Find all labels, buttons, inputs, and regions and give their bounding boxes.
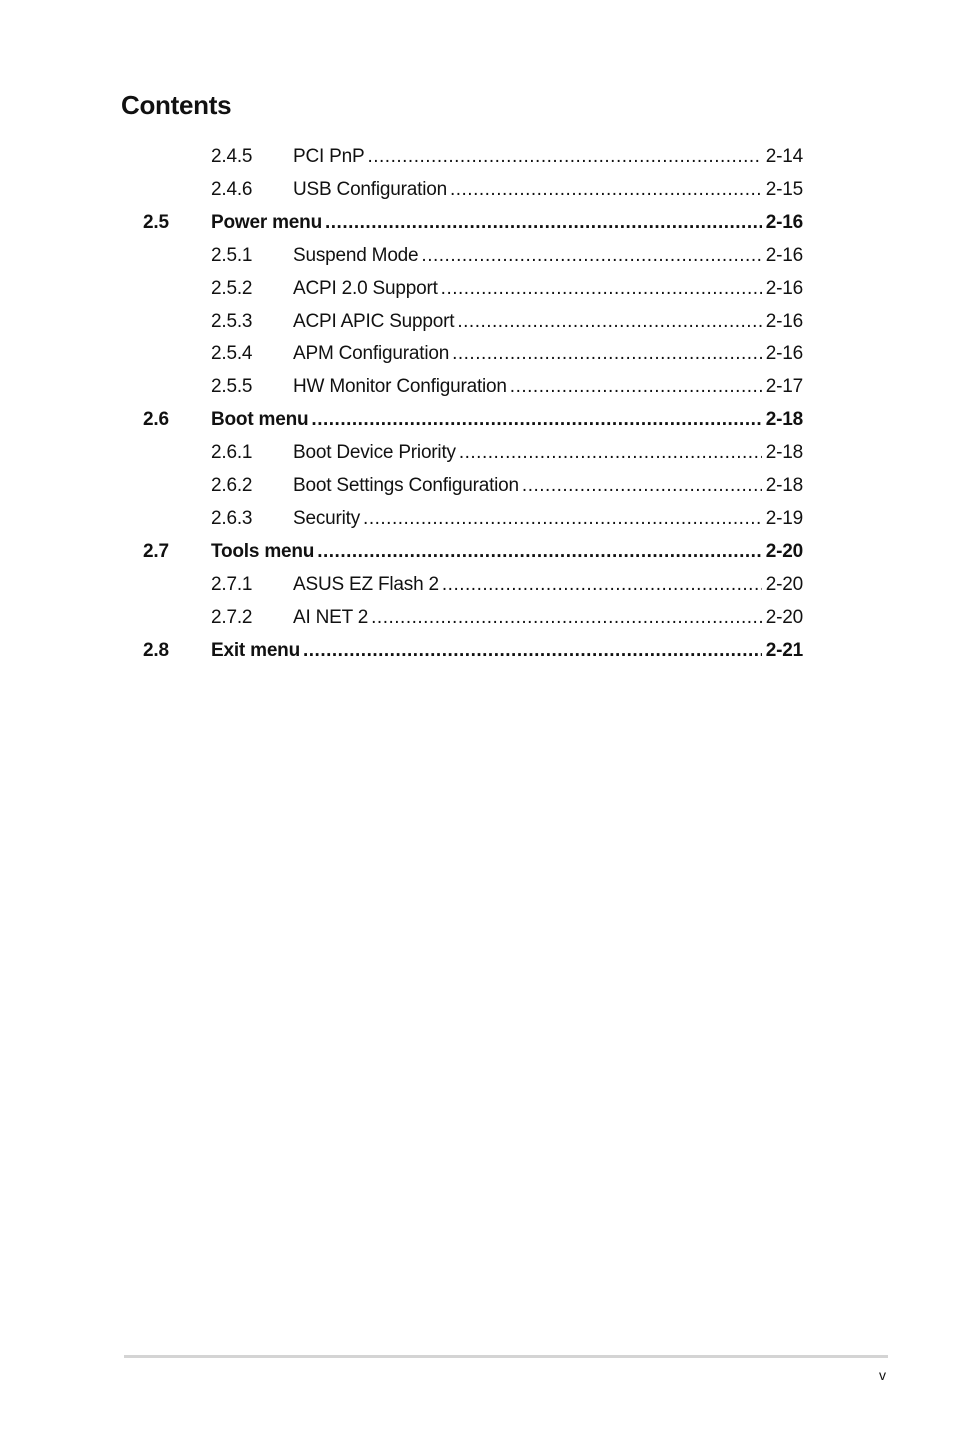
toc-entry-title-with-leader bbox=[293, 173, 803, 206]
toc-section-entry bbox=[0, 403, 954, 436]
page-number: v bbox=[879, 1367, 886, 1383]
toc-entry-title: APM Configuration bbox=[293, 343, 450, 365]
toc-entry-title-with-leader bbox=[211, 634, 803, 667]
toc-entry-title: Security bbox=[293, 507, 361, 529]
toc-entry-number: 2.6.1 bbox=[211, 442, 253, 464]
dot-leader bbox=[317, 535, 803, 568]
toc-section-entry bbox=[0, 535, 954, 568]
toc-entry-page: 2-15 bbox=[762, 173, 803, 206]
toc-entry-number: 2.7 bbox=[143, 540, 169, 562]
toc-subsection-entry bbox=[0, 305, 954, 338]
toc-entry-title: ACPI 2.0 Support bbox=[293, 277, 438, 299]
toc-entry-page: 2-18 bbox=[762, 469, 803, 502]
toc-entry-number: 2.6 bbox=[143, 409, 169, 431]
toc-subsection-entry bbox=[0, 272, 954, 305]
toc-entry-page: 2-18 bbox=[762, 436, 803, 469]
toc-entry-title-with-leader bbox=[293, 337, 803, 370]
toc-entry-title: Boot menu bbox=[211, 409, 309, 431]
toc-entry-page: 2-17 bbox=[762, 370, 803, 403]
toc-subsection-entry bbox=[0, 239, 954, 272]
toc-entry-title-with-leader bbox=[293, 436, 803, 469]
toc-entry-page: 2-21 bbox=[762, 634, 803, 667]
dot-leader bbox=[303, 634, 803, 667]
toc-subsection-entry bbox=[0, 337, 954, 370]
toc-entry-title: Boot Device Priority bbox=[293, 442, 456, 464]
dot-leader bbox=[371, 601, 803, 634]
page-title: Contents bbox=[121, 90, 232, 120]
dot-leader bbox=[452, 337, 803, 370]
toc-entry-title-with-leader bbox=[293, 469, 803, 502]
toc-subsection-entry bbox=[0, 173, 954, 206]
toc-entry-title: Tools menu bbox=[211, 540, 315, 562]
toc-entry-title-with-leader bbox=[211, 403, 803, 436]
toc-entry-title-with-leader bbox=[293, 272, 803, 305]
dot-leader bbox=[450, 173, 803, 206]
toc-entry-title: HW Monitor Configuration bbox=[293, 376, 507, 398]
toc-entry-page: 2-16 bbox=[762, 272, 803, 305]
dot-leader bbox=[363, 502, 803, 535]
dot-leader bbox=[311, 403, 803, 436]
dot-leader bbox=[442, 568, 803, 601]
toc-entry-title-with-leader bbox=[293, 568, 803, 601]
toc-subsection-entry bbox=[0, 140, 954, 173]
footer-divider bbox=[124, 1355, 888, 1358]
toc-entry-number: 2.4.6 bbox=[211, 178, 253, 200]
toc-subsection-entry bbox=[0, 370, 954, 403]
dot-leader bbox=[421, 239, 803, 272]
toc-entry-title-with-leader bbox=[211, 206, 803, 239]
dot-leader bbox=[457, 305, 803, 338]
toc-entry-title-with-leader bbox=[211, 535, 803, 568]
toc-entry-page: 2-20 bbox=[762, 601, 803, 634]
toc-entry-page: 2-20 bbox=[762, 568, 803, 601]
toc-entry-title-with-leader bbox=[293, 502, 803, 535]
toc-entry-page: 2-19 bbox=[762, 502, 803, 535]
dot-leader bbox=[367, 140, 803, 173]
toc-entry-page: 2-20 bbox=[762, 535, 803, 568]
toc-entry-page: 2-14 bbox=[762, 140, 803, 173]
toc-entry-page: 2-16 bbox=[762, 239, 803, 272]
toc-entry-title: Power menu bbox=[211, 211, 322, 233]
toc-entry-title: USB Configuration bbox=[293, 178, 447, 200]
toc-entry-page: 2-16 bbox=[762, 337, 803, 370]
toc-entry-page: 2-16 bbox=[762, 206, 803, 239]
toc-entry-title: Exit menu bbox=[211, 639, 300, 661]
toc-section-entry bbox=[0, 634, 954, 667]
toc-entry-title: Boot Settings Configuration bbox=[293, 475, 519, 496]
toc-subsection-entry bbox=[0, 436, 954, 469]
toc-entry-title: ACPI APIC Support bbox=[293, 310, 455, 332]
toc-entry-title-with-leader bbox=[293, 239, 803, 272]
toc-entry-number: 2.8 bbox=[143, 639, 169, 661]
toc-entry-title-with-leader bbox=[293, 601, 803, 634]
toc-entry-title: ASUS EZ Flash 2 bbox=[293, 573, 439, 595]
toc-subsection-entry bbox=[0, 469, 954, 502]
toc-entry-number: 2.5.3 bbox=[211, 310, 253, 332]
toc-entry-title-with-leader bbox=[293, 140, 803, 173]
toc-subsection-entry bbox=[0, 601, 954, 634]
dot-leader bbox=[459, 436, 803, 469]
dot-leader bbox=[325, 206, 803, 239]
toc-entry-number: 2.4.5 bbox=[211, 146, 253, 167]
toc-entry-number: 2.7.2 bbox=[211, 606, 253, 628]
toc-entry-number: 2.5.4 bbox=[211, 343, 253, 365]
toc-entry-number: 2.5 bbox=[143, 211, 169, 233]
toc-entry-title-with-leader bbox=[293, 370, 803, 403]
toc-entry-page: 2-16 bbox=[762, 305, 803, 338]
toc-entry-number: 2.7.1 bbox=[211, 573, 253, 595]
toc-subsection-entry bbox=[0, 502, 954, 535]
toc-entry-number: 2.6.3 bbox=[211, 507, 253, 529]
toc-entry-title: Suspend Mode bbox=[293, 244, 419, 266]
toc-section-entry bbox=[0, 206, 954, 239]
toc-entry-number: 2.6.2 bbox=[211, 475, 253, 496]
dot-leader bbox=[510, 370, 803, 403]
toc-entry-title-with-leader bbox=[293, 305, 803, 338]
toc-entry-title: PCI PnP bbox=[293, 146, 365, 167]
toc-entry-number: 2.5.2 bbox=[211, 277, 253, 299]
toc-entry-number: 2.5.5 bbox=[211, 376, 253, 398]
toc-subsection-entry bbox=[0, 568, 954, 601]
dot-leader bbox=[441, 272, 803, 305]
toc-entry-title: AI NET 2 bbox=[293, 606, 369, 628]
toc-entry-page: 2-18 bbox=[762, 403, 803, 436]
toc-entry-number: 2.5.1 bbox=[211, 244, 253, 266]
